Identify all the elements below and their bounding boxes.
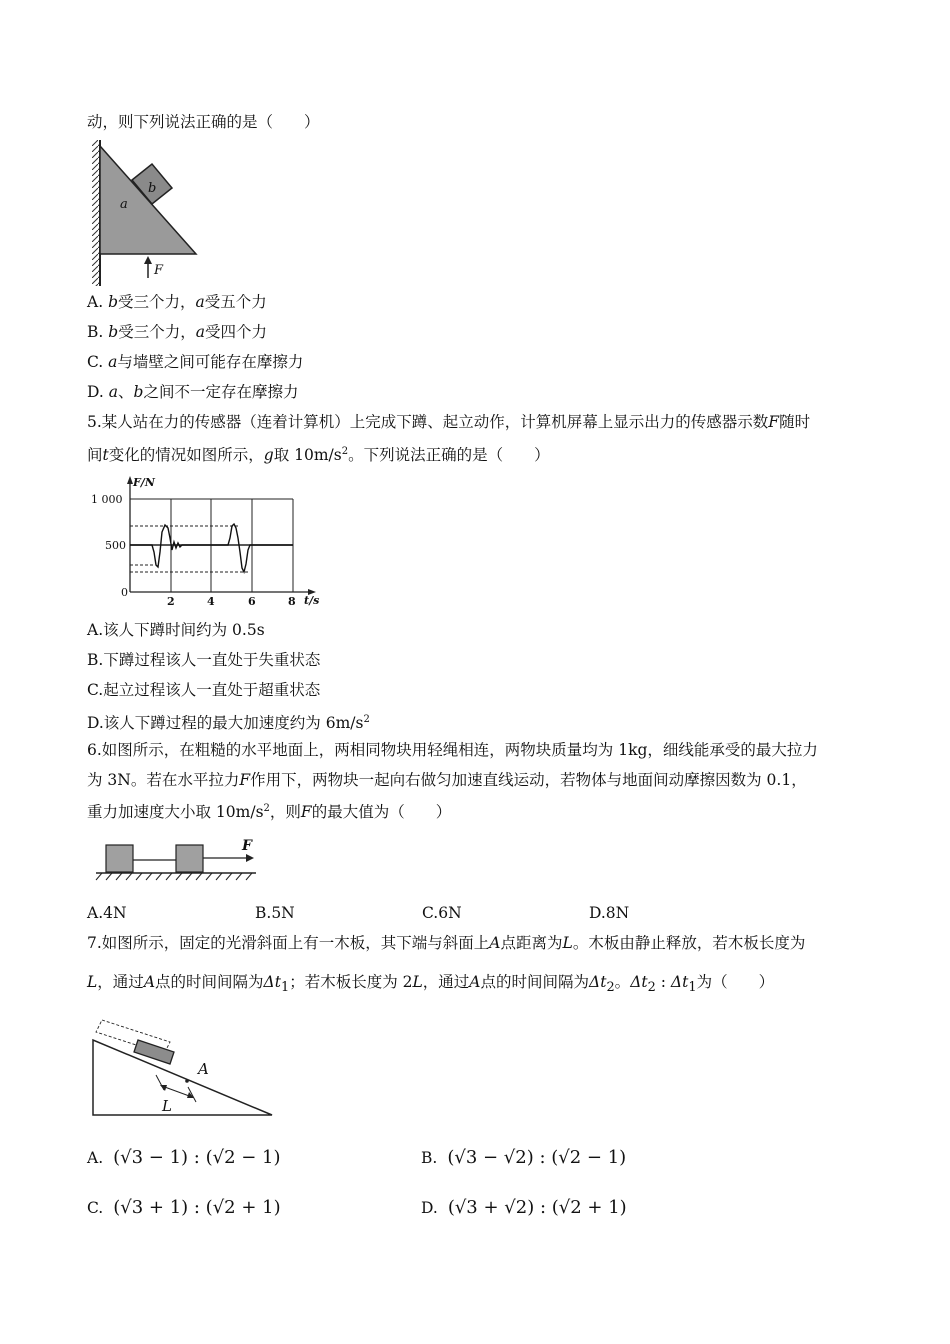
q5-stem-line2: 间t变化的情况如图所示，g取 $10m/s^2$。下列说法正确的是（ ）	[87, 446, 550, 465]
ytick-1000: 1 000	[91, 493, 123, 506]
xtick-2: 2	[167, 595, 175, 608]
label-F: F	[242, 838, 252, 854]
q7-stem-line1: 7.如图所示，固定的光滑斜面上有一木板，其下端与斜面上A点距离为L。木板由静止释放，若木板长度为	[87, 934, 806, 952]
label-F: F	[154, 263, 164, 278]
q5-option-a: A.该人下蹲时间约为 0.5s	[87, 621, 265, 639]
q7-option-d: D. (√3 + √2) : (√2 + 1)	[421, 1197, 627, 1218]
force-arrowhead	[144, 256, 152, 264]
q6-option-a: A.4N	[87, 904, 127, 922]
q7-option-c: C. (√3 + 1) : (√2 + 1)	[87, 1197, 281, 1218]
q4-option-a: A. b受三个力，a受五个力	[87, 293, 267, 311]
q7-stem-line2: L，通过A点的时间间隔为$\Delta t_1$；若木板长度为 2L，通过A点的时间间隔为$\Delta t_2$。$\Delta t_2$ : $\Delta t_1$为（ ）	[87, 973, 775, 996]
q6-stem-line1: 6.如图所示，在粗糙的水平地面上，两相同物块用轻绳相连，两物块质量均为 1kg，细线能承受的最大拉力	[87, 741, 818, 759]
block-left	[106, 845, 133, 872]
label-L: L	[162, 1097, 172, 1115]
q6-options-row	[87, 903, 787, 923]
q4-wedge-figure	[92, 140, 207, 288]
label-b: b	[148, 181, 157, 196]
q6-stem-line3: 重力加速度大小取 $10m/s^2$，则F的最大值为（ ）	[87, 803, 452, 822]
ylabel: F/N	[133, 476, 155, 489]
q6-option-b: B.5N	[255, 904, 295, 922]
incline	[93, 1040, 272, 1115]
force-arrowhead	[246, 854, 254, 862]
xtick-8: 8	[288, 595, 296, 608]
q7-option-a: A. (√3 − 1) : (√2 − 1)	[87, 1147, 281, 1168]
ground-hatching	[96, 873, 252, 880]
xtick-4: 4	[207, 595, 215, 608]
q4-option-b: B. b受三个力，a受四个力	[87, 323, 267, 341]
wall-hatching	[92, 140, 100, 286]
q6-option-d: D.8N	[589, 904, 630, 922]
q5-stem-line1: 5.某人站在力的传感器（连着计算机）上完成下蹲、起立动作，计算机屏幕上显示出力的传感器示数F随时	[87, 413, 811, 431]
q4-option-c: C. a与墙壁之间可能存在摩擦力	[87, 353, 304, 371]
q5-option-c: C.起立过程该人一直处于超重状态	[87, 681, 321, 699]
point-A	[185, 1079, 189, 1083]
ytick-0: 0	[121, 586, 128, 599]
q5-force-time-chart	[88, 472, 328, 610]
q7-incline-figure	[90, 1012, 280, 1120]
label-a: a	[120, 197, 128, 212]
q5-option-b: B.下蹲过程该人一直处于失重状态	[87, 651, 321, 669]
xlabel: t/s	[304, 594, 320, 607]
q6-stem-line2: 为 3N。若在水平拉力F作用下，两物块一起向右做匀加速直线运动，若物体与地面间动摩擦因数为 0.1，	[87, 771, 807, 789]
q6-blocks-figure	[94, 836, 264, 886]
q4-option-d: D. a、b之间不一定存在摩擦力	[87, 383, 299, 401]
q6-option-c: C.6N	[422, 904, 462, 922]
label-A: A	[198, 1060, 209, 1078]
q7-option-b: B. (√3 − √2) : (√2 − 1)	[421, 1147, 627, 1168]
question-continuation: 动，则下列说法正确的是（ ）	[87, 113, 320, 131]
q5-option-d: D.该人下蹲过程的最大加速度约为 $6m/s^2$	[87, 714, 370, 733]
block-right	[176, 845, 203, 872]
xtick-6: 6	[248, 595, 256, 608]
ytick-500: 500	[105, 539, 126, 552]
